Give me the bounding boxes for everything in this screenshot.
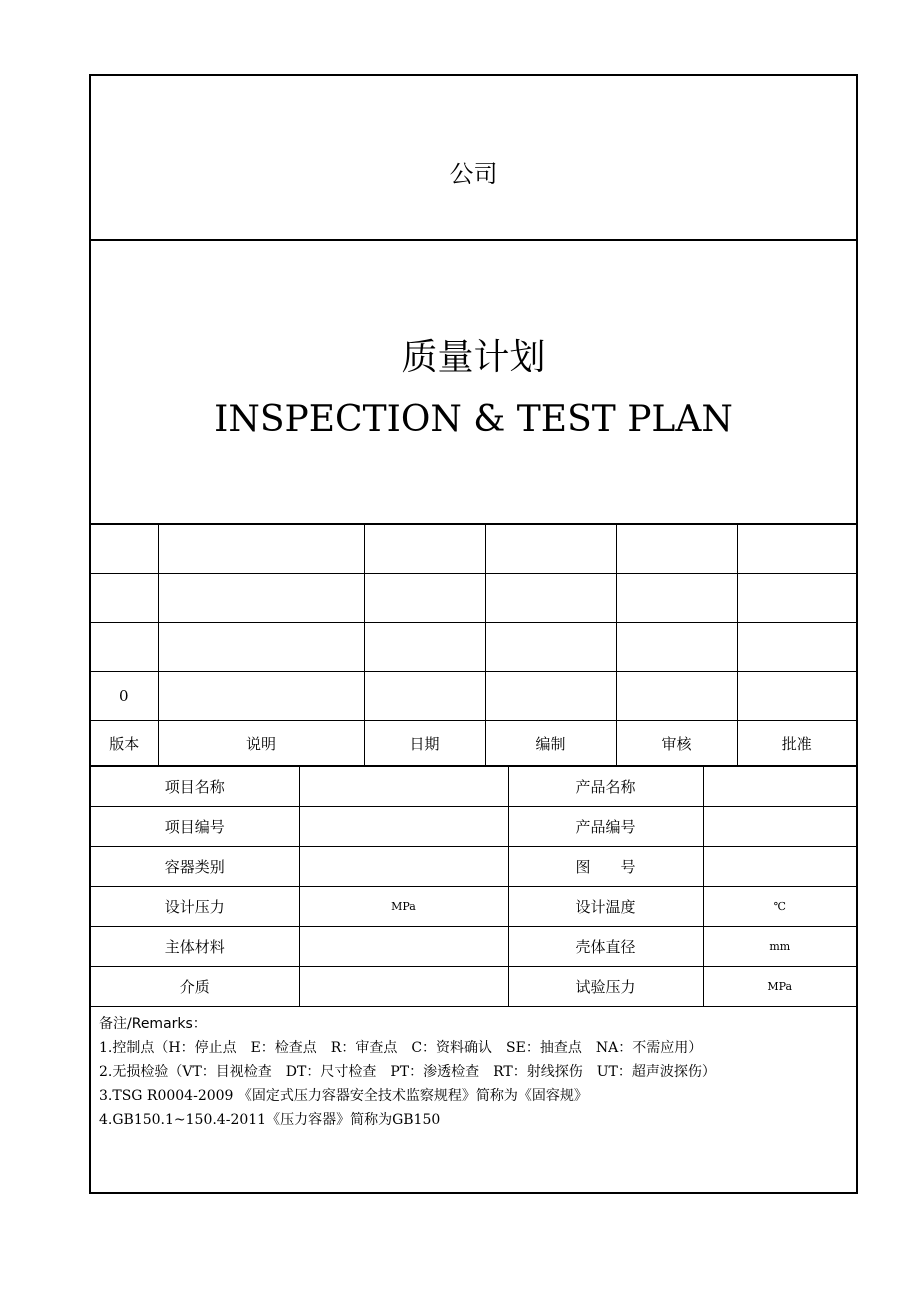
- revision-prepared-cell: [485, 525, 616, 574]
- info-row: [91, 887, 856, 927]
- info-value: [299, 767, 508, 807]
- info-label: 项目名称: [91, 767, 299, 807]
- title-section: [91, 241, 856, 525]
- revision-description-cell: [158, 574, 364, 623]
- info-label: 产品名称: [508, 767, 703, 807]
- header-prepared: 编制: [485, 721, 616, 767]
- revision-date-cell: [364, 574, 485, 623]
- info-label: 设计压力: [91, 887, 299, 927]
- remarks-section: [99, 1012, 848, 1132]
- info-label: 图 号: [508, 847, 703, 887]
- header-date: 日期: [364, 721, 485, 767]
- info-value: [703, 807, 856, 847]
- info-label: 壳体直径: [508, 927, 703, 967]
- info-value: mm: [703, 927, 856, 967]
- revision-reviewed-cell: [616, 525, 737, 574]
- revision-prepared-cell: [485, 574, 616, 623]
- revision-prepared-cell: [485, 672, 616, 721]
- revision-row: [91, 574, 856, 623]
- revision-reviewed-cell: [616, 623, 737, 672]
- revision-reviewed-cell: [616, 574, 737, 623]
- revision-version-cell: 0: [91, 672, 158, 721]
- info-row: [91, 847, 856, 887]
- header-reviewed: 审核: [616, 721, 737, 767]
- info-value: ℃: [703, 887, 856, 927]
- info-value: [299, 967, 508, 1007]
- revision-prepared-cell: [485, 623, 616, 672]
- info-value: [299, 927, 508, 967]
- revision-approved-cell: [737, 623, 856, 672]
- info-label: 试验压力: [508, 967, 703, 1007]
- remarks-heading: 备注/Remarks：: [99, 1016, 207, 1032]
- revision-reviewed-cell: [616, 672, 737, 721]
- revision-date-cell: [364, 525, 485, 574]
- info-label: 容器类别: [91, 847, 299, 887]
- revision-date-cell: [364, 672, 485, 721]
- info-label: 主体材料: [91, 927, 299, 967]
- revision-date-cell: [364, 623, 485, 672]
- revision-description-cell: [158, 672, 364, 721]
- info-row: [91, 767, 856, 807]
- info-value: MPa: [703, 967, 856, 1007]
- document-frame: [89, 74, 858, 1194]
- revision-header-row: [91, 721, 856, 767]
- header-version: 版本: [91, 721, 158, 767]
- info-value: [703, 767, 856, 807]
- remarks-line: 1.控制点（H：停止点 E：检查点 R：审查点 C：资料确认 SE：抽查点 NA：不需应用）: [99, 1040, 703, 1056]
- company-name: 公司: [449, 160, 498, 188]
- revision-table: [91, 525, 856, 767]
- remarks-line: 3.TSG R0004-2009 《固定式压力容器安全技术监察规程》简称为《固容规》: [99, 1088, 588, 1104]
- info-label: 介质: [91, 967, 299, 1007]
- revision-version-cell: [91, 574, 158, 623]
- revision-description-cell: [158, 525, 364, 574]
- product-info-table: [91, 767, 856, 1007]
- company-section: [91, 76, 856, 241]
- revision-version-cell: [91, 623, 158, 672]
- revision-version-cell: [91, 525, 158, 574]
- revision-row: [91, 672, 856, 721]
- info-value: [299, 847, 508, 887]
- revision-description-cell: [158, 623, 364, 672]
- info-label: 项目编号: [91, 807, 299, 847]
- header-description: 说明: [158, 721, 364, 767]
- info-row: [91, 967, 856, 1007]
- revision-row: [91, 525, 856, 574]
- document-title-en: INSPECTION & TEST PLAN: [214, 399, 733, 440]
- info-row: [91, 807, 856, 847]
- remarks-line: 2.无损检验（VT：目视检查 DT：尺寸检查 PT：渗透检查 RT：射线探伤 UT：超声波探伤）: [99, 1064, 716, 1080]
- info-label: 设计温度: [508, 887, 703, 927]
- revision-row: [91, 623, 856, 672]
- info-row: [91, 927, 856, 967]
- info-value: MPa: [299, 887, 508, 927]
- revision-approved-cell: [737, 672, 856, 721]
- info-value: [299, 807, 508, 847]
- revision-approved-cell: [737, 574, 856, 623]
- document-title-cn: 质量计划: [401, 337, 546, 378]
- info-label: 产品编号: [508, 807, 703, 847]
- revision-approved-cell: [737, 525, 856, 574]
- info-value: [703, 847, 856, 887]
- header-approved: 批准: [737, 721, 856, 767]
- remarks-line: 4.GB150.1~150.4-2011《压力容器》简称为GB150: [99, 1112, 441, 1128]
